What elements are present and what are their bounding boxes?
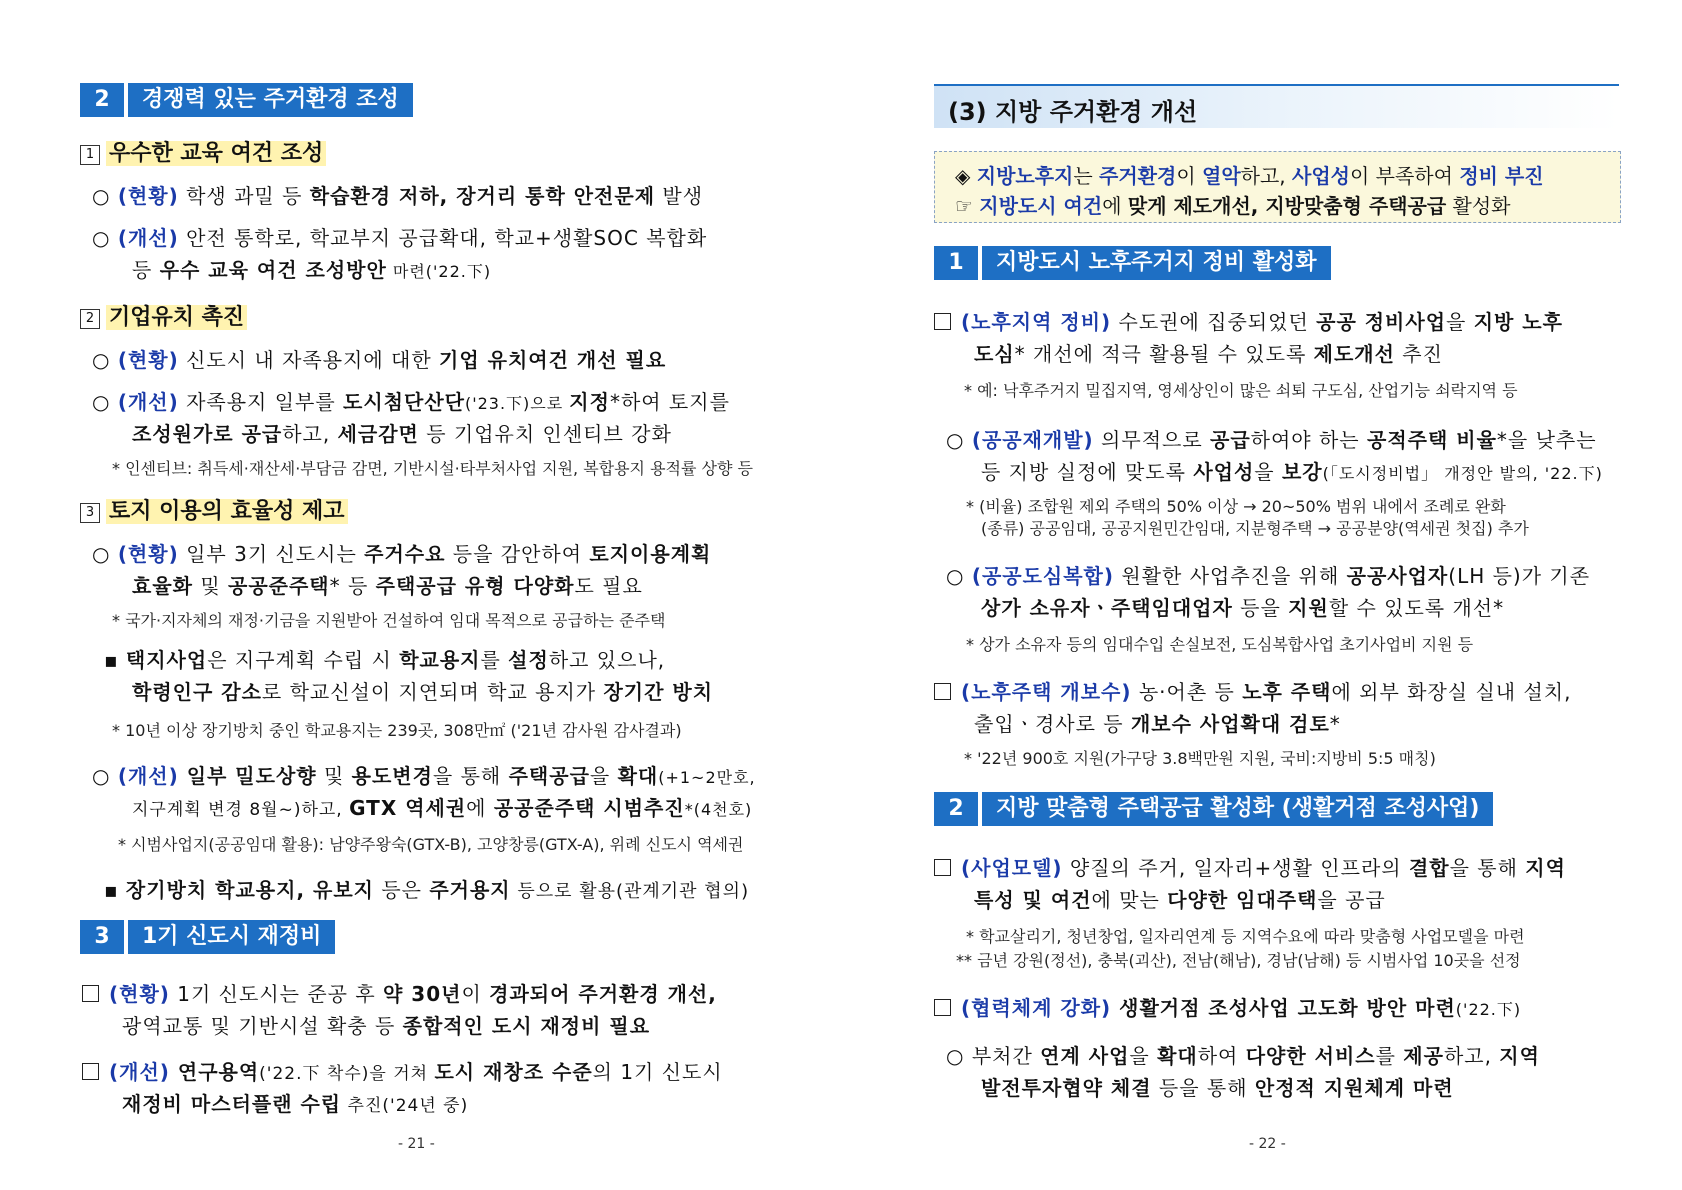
footnote: * 학교살리기, 청년창업, 일자리연계 등 지역수요에 따라 맞춤형 사업모델을 마련	[966, 927, 1525, 946]
checkbox-continuation: 출입ㆍ경사로 등 개보수 사업확대 검토*	[974, 712, 1341, 736]
checkbox-item: (현황) 1기 신도시는 준공 후 약 30년이 경과되어 주거환경 개선,	[82, 978, 717, 1007]
checkbox-item: (노후주택 개보수) 농·어촌 등 노후 주택에 외부 화장실 실내 설치,	[934, 676, 1571, 705]
section-number: 2	[934, 792, 978, 826]
footnote: * 인센티브: 취득세·재산세·부담금 감면, 기반시설·타부처사업 지원, 복합용지 용적률 상향 등	[112, 459, 754, 478]
bullet-item: ○ (공공도심복합) 원활한 사업추진을 위해 공공사업자(LH 등)가 기존	[946, 564, 1591, 588]
dash-continuation: 학령인구 감소로 학교신설이 지연되며 학교 용지가 장기간 방치	[132, 680, 714, 704]
bullet-continuation: 등 지방 실정에 맞도록 사업성을 보강(「도시정비법」 개정안 발의, '22.下)	[981, 460, 1603, 484]
bullet-item: ○ (현황) 학생 과밀 등 학습환경 저하, 장거리 통학 안전문제 발생	[92, 184, 704, 208]
summary-line: ☞ 지방도시 여건에 맞게 제도개선, 지방맞춤형 주택공급 활성화	[955, 194, 1511, 218]
page-22	[841, 0, 1682, 1190]
footnote: * 시범사업지(공공임대 활용): 남양주왕숙(GTX-B), 고양창릉(GTX-A), 위례 신도시 역세권	[118, 835, 744, 854]
footnote: * (비율) 조합원 제외 주택의 50% 이상 → 20~50% 범위 내에서 조례로 완화	[966, 497, 1506, 516]
page-number: - 22 -	[1249, 1136, 1286, 1152]
bullet-continuation: 상가 소유자ㆍ주택임대업자 등을 지원할 수 있도록 개선*	[981, 596, 1505, 620]
checkbox-icon	[934, 313, 951, 330]
bullet-continuation: 발전투자협약 체결 등을 통해 안정적 지원체계 마련	[981, 1076, 1454, 1100]
section-number: 2	[80, 83, 124, 117]
summary-line: ◈ 지방노후지는 주거환경이 열악하고, 사업성이 부족하여 정비 부진	[955, 164, 1544, 188]
footnote: * 예: 낙후주거지 밀집지역, 영세상인이 많은 쇠퇴 구도심, 산업기능 쇠락지역 등	[964, 381, 1518, 400]
checkbox-icon	[934, 859, 951, 876]
checkbox-icon	[82, 985, 99, 1002]
bullet-continuation: 등 우수 교육 여건 조성방안 마련('22.下)	[132, 258, 492, 282]
section-title: 경쟁력 있는 주거환경 조성	[128, 83, 413, 117]
checkbox-icon	[934, 999, 951, 1016]
bullet-continuation: 조성원가로 공급하고, 세금감면 등 기업유치 인센티브 강화	[132, 422, 672, 446]
footnote: ** 금년 강원(정선), 충북(괴산), 전남(해남), 경남(남해) 등 시범사업 10곳을 선정	[956, 951, 1521, 970]
section-number: 3	[80, 920, 124, 954]
checkbox-item: (협력체계 강화) 생활거점 조성사업 고도화 방안 마련('22.下)	[934, 992, 1521, 1021]
bullet-item: ○ (개선) 안전 통학로, 학교부지 공급확대, 학교+생활SOC 복합화	[92, 226, 708, 250]
subsection-number: 3	[80, 503, 100, 523]
footnote: * 국가·지자체의 재정·기금을 지원받아 건설하여 임대 목적으로 공급하는 준주택	[112, 611, 666, 630]
page-number: - 21 -	[398, 1136, 435, 1152]
dash-item: ▪ 택지사업은 지구계획 수립 시 학교용지를 설정하고 있으나,	[104, 648, 666, 672]
section-number: 1	[934, 246, 978, 280]
bullet-item: ○ (공공재개발) 의무적으로 공급하여야 하는 공적주택 비율*을 낮추는	[946, 428, 1597, 452]
subsection-number: 2	[80, 309, 100, 329]
bullet-continuation: 효율화 및 공공준주택* 등 주택공급 유형 다양화도 필요	[132, 574, 643, 598]
checkbox-continuation: 광역교통 및 기반시설 확충 등 종합적인 도시 재정비 필요	[122, 1014, 651, 1038]
checkbox-icon	[82, 1063, 99, 1080]
chapter-title: (3) 지방 주거환경 개선	[948, 98, 1198, 126]
subsection-number: 1	[80, 145, 100, 165]
section-title: 1기 신도시 재정비	[128, 920, 335, 954]
section-title: 지방도시 노후주거지 정비 활성화	[982, 246, 1331, 280]
bullet-item: ○ (개선) 자족용지 일부를 도시첨단산단('23.下)으로 지정*하여 토지를	[92, 390, 730, 414]
bullet-item: ○ (현황) 신도시 내 자족용지에 대한 기업 유치여건 개선 필요	[92, 348, 667, 372]
subsection-heading: 1 우수한 교육 여건 조성	[80, 136, 326, 167]
chapter-title-bar	[934, 84, 1619, 128]
checkbox-continuation: 재정비 마스터플랜 수립 추진('24년 중)	[122, 1092, 469, 1116]
footnote: * 상가 소유자 등의 임대수입 손실보전, 도심복합사업 초기사업비 지원 등	[966, 635, 1474, 654]
footnote: * 10년 이상 장기방치 중인 학교용지는 239곳, 308만㎡ ('21년 감사원 감사결과)	[112, 721, 682, 740]
subsection-heading: 2 기업유치 촉진	[80, 300, 247, 331]
bullet-continuation: 지구계획 변경 8월~)하고, GTX 역세권에 공공준주택 시범추진*(4천호)	[132, 796, 753, 820]
bullet-item: ○ (개선) 일부 밀도상향 및 용도변경을 통해 주택공급을 확대(+1~2만호,	[92, 764, 756, 788]
bullet-item: ○ 부처간 연계 사업을 확대하여 다양한 서비스를 제공하고, 지역	[946, 1044, 1540, 1068]
section-title: 지방 맞춤형 주택공급 활성화 (생활거점 조성사업)	[982, 792, 1493, 826]
dash-item: ▪ 장기방치 학교용지, 유보지 등은 주거용지 등으로 활용(관계기관 협의)	[104, 878, 750, 902]
checkbox-continuation: 특성 및 여건에 맞는 다양한 임대주택을 공급	[974, 888, 1386, 912]
checkbox-continuation: 도심* 개선에 적극 활용될 수 있도록 제도개선 추진	[974, 342, 1443, 366]
checkbox-item: (사업모델) 양질의 주거, 일자리+생활 인프라의 결합을 통해 지역	[934, 852, 1566, 881]
checkbox-item: (개선) 연구용역('22.下 착수)을 거쳐 도시 재창조 수준의 1기 신도시	[82, 1056, 723, 1085]
subsection-heading: 3 토지 이용의 효율성 제고	[80, 494, 348, 525]
footnote: (종류) 공공임대, 공공지원민간임대, 지분형주택 → 공공분양(역세권 첫집) 추가	[981, 519, 1529, 538]
bullet-item: ○ (현황) 일부 3기 신도시는 주거수요 등을 감안하여 토지이용계획	[92, 542, 712, 566]
checkbox-icon	[934, 683, 951, 700]
footnote: * '22년 900호 지원(가구당 3.8백만원 지원, 국비:지방비 5:5 매칭)	[964, 749, 1436, 768]
checkbox-item: (노후지역 정비) 수도권에 집중되었던 공공 정비사업을 지방 노후	[934, 306, 1563, 335]
summary-box	[934, 151, 1621, 223]
